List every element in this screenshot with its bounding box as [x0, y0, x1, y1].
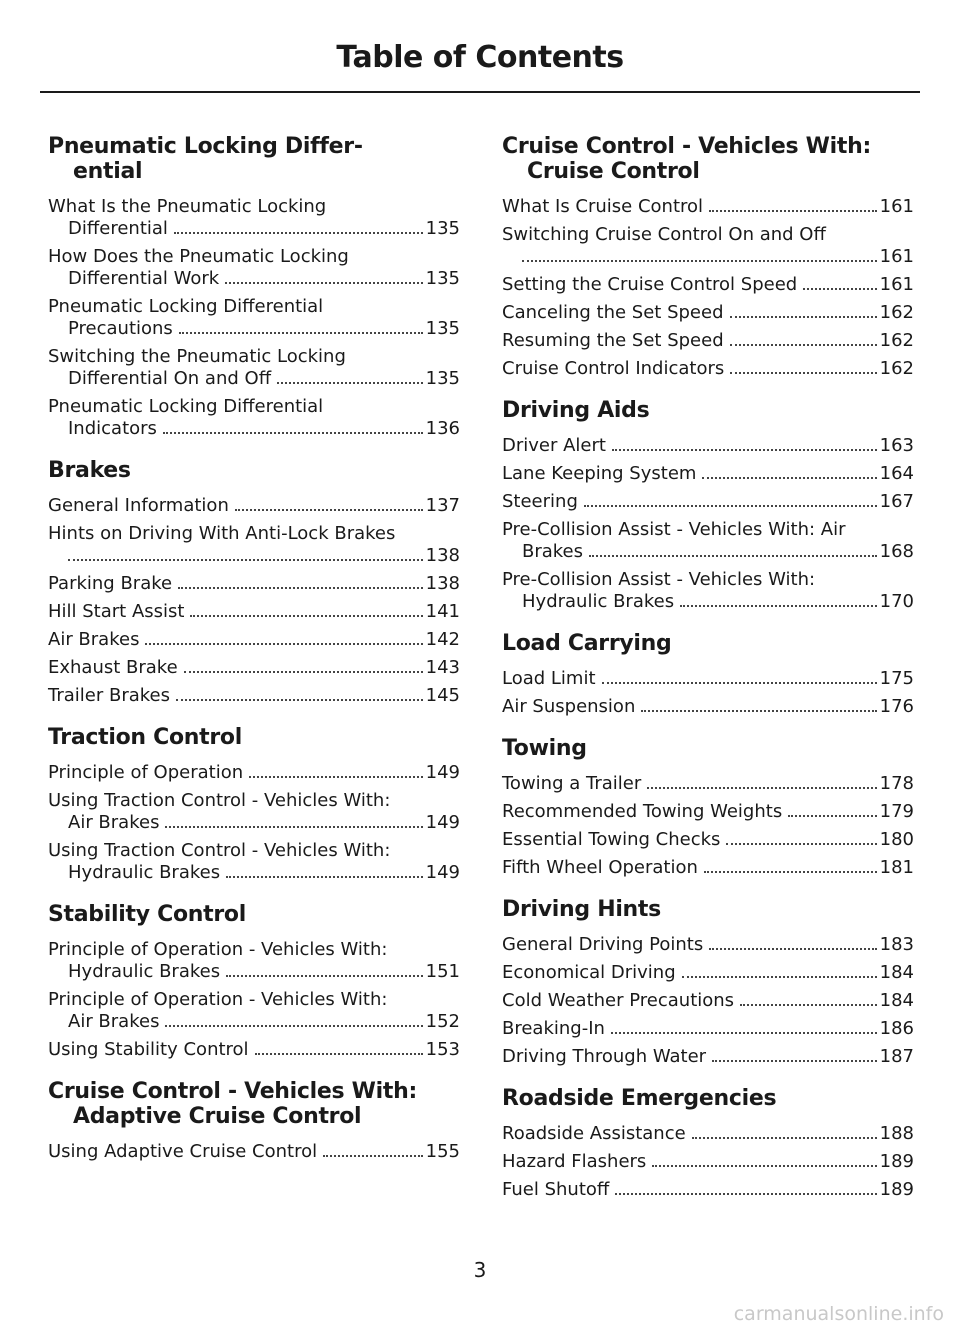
- dot-leader: [788, 815, 876, 817]
- entry-title: Pneumatic Locking Differential: [48, 296, 324, 317]
- toc-entry-link[interactable]: [48, 196, 460, 240]
- toc-entry-link[interactable]: [48, 601, 460, 623]
- toc-entry-link[interactable]: [48, 523, 460, 567]
- toc-entry-link[interactable]: [48, 573, 460, 595]
- entry-row: [502, 1018, 914, 1040]
- toc-entry-link[interactable]: [502, 801, 914, 823]
- entry-row: [502, 857, 914, 879]
- entry-title: Pre-Collision Assist - Vehicles With: Air: [502, 519, 846, 540]
- toc-entry-link[interactable]: [502, 962, 914, 984]
- entry-title: Recommended Towing Weights: [502, 801, 783, 822]
- dot-leader: [602, 682, 877, 684]
- toc-section: [48, 1079, 460, 1163]
- section-heading-line: Stability Control: [48, 902, 246, 927]
- toc-entry-link[interactable]: [502, 519, 914, 563]
- dot-leader: [226, 975, 423, 977]
- entry-row: [502, 1046, 914, 1068]
- page-number-ref: 135: [425, 368, 460, 389]
- page-number-ref: 176: [879, 696, 914, 717]
- entry-title: General Information: [48, 495, 229, 516]
- entry-title: Setting the Cruise Control Speed: [502, 274, 798, 295]
- dot-leader: [145, 643, 422, 645]
- section-heading-line: ential: [73, 159, 143, 184]
- toc-entry-link[interactable]: [48, 939, 460, 983]
- section-heading: [502, 134, 914, 184]
- page-number-ref: 143: [425, 657, 460, 678]
- entry-title-cont: Hydraulic Brakes: [68, 961, 221, 982]
- page-number-ref: 181: [879, 857, 914, 878]
- toc-entry-link[interactable]: [48, 346, 460, 390]
- section-heading: [48, 725, 460, 750]
- dot-leader: [184, 671, 423, 673]
- entry-row: [502, 541, 914, 563]
- toc-section: [502, 897, 914, 1068]
- toc-entry-link[interactable]: [502, 773, 914, 795]
- dot-leader: [709, 948, 876, 950]
- entry-row: [48, 961, 460, 983]
- entry-title-cont: Air Brakes: [68, 1011, 160, 1032]
- page-number-ref: 184: [879, 990, 914, 1011]
- dot-leader: [589, 555, 877, 557]
- toc-entry-link[interactable]: [48, 1039, 460, 1061]
- toc-entry-link[interactable]: [502, 1018, 914, 1040]
- toc-entry-link[interactable]: [48, 1141, 460, 1163]
- toc-entry-link[interactable]: [502, 302, 914, 324]
- entry-title: Switching the Pneumatic Locking: [48, 346, 346, 367]
- page-number-ref: 135: [425, 268, 460, 289]
- toc-entry-link[interactable]: [502, 696, 914, 718]
- page-number: 3: [473, 1258, 487, 1282]
- section-heading-line: Adaptive Cruise Control: [73, 1104, 362, 1129]
- entry-row: [502, 591, 914, 613]
- dot-leader: [712, 1060, 877, 1062]
- toc-entry-link[interactable]: [48, 790, 460, 834]
- entry-title: Trailer Brakes: [48, 685, 170, 706]
- page-number-ref: 137: [425, 495, 460, 516]
- entry-title: How Does the Pneumatic Locking: [48, 246, 349, 267]
- entry-title: Hill Start Assist: [48, 601, 185, 622]
- entry-title: Resuming the Set Speed: [502, 330, 724, 351]
- dot-leader: [178, 587, 423, 589]
- page-number-ref: 162: [879, 330, 914, 351]
- toc-entry-link[interactable]: [502, 196, 914, 218]
- entry-row: [48, 218, 460, 240]
- dot-leader: [165, 826, 422, 828]
- entry-row: [48, 318, 460, 340]
- entry-row: [502, 246, 914, 268]
- entry-title: Canceling the Set Speed: [502, 302, 724, 323]
- dot-leader: [190, 615, 422, 617]
- entry-row: [502, 962, 914, 984]
- toc-entry-link[interactable]: [502, 463, 914, 485]
- page-number-ref: 149: [425, 762, 460, 783]
- entry-row: [48, 685, 460, 707]
- dot-leader: [174, 232, 423, 234]
- dot-leader: [726, 843, 876, 845]
- dot-leader: [163, 432, 423, 434]
- dot-leader: [680, 605, 877, 607]
- entry-row: [48, 268, 460, 290]
- entry-row: [48, 1011, 460, 1033]
- dot-leader: [730, 316, 877, 318]
- toc-entry-link[interactable]: [48, 495, 460, 517]
- section-heading-line: Towing: [502, 736, 587, 761]
- entry-title: General Driving Points: [502, 934, 704, 955]
- toc-entry-link[interactable]: [502, 1123, 914, 1145]
- toc-section: [502, 1086, 914, 1201]
- toc-entry-link[interactable]: [48, 246, 460, 290]
- entry-title: Breaking-In: [502, 1018, 605, 1039]
- dot-leader: [612, 449, 877, 451]
- toc-section: [48, 134, 460, 440]
- page-number-ref: 153: [425, 1039, 460, 1060]
- toc-column-left: [48, 134, 460, 1181]
- entry-title: Using Stability Control: [48, 1039, 249, 1060]
- page-number-ref: 161: [879, 274, 914, 295]
- entry-title: Towing a Trailer: [502, 773, 642, 794]
- dot-leader: [277, 382, 423, 384]
- page-number-ref: 152: [425, 1011, 460, 1032]
- dot-leader: [235, 509, 423, 511]
- dot-leader: [225, 282, 422, 284]
- entry-row: [502, 1123, 914, 1145]
- page-number-ref: 135: [425, 318, 460, 339]
- page-number-ref: 178: [879, 773, 914, 794]
- dot-leader: [803, 288, 876, 290]
- toc-entry-link[interactable]: [502, 934, 914, 956]
- entry-title: Fifth Wheel Operation: [502, 857, 698, 878]
- entry-title: Using Traction Control - Vehicles With:: [48, 840, 391, 861]
- entry-title: Pneumatic Locking Differential: [48, 396, 324, 417]
- section-heading-line: Cruise Control - Vehicles With:: [502, 134, 871, 159]
- entry-row: [48, 601, 460, 623]
- entry-row: [502, 990, 914, 1012]
- page-number-ref: 162: [879, 302, 914, 323]
- section-heading-line: Cruise Control: [527, 159, 700, 184]
- page-number-ref: 155: [425, 1141, 460, 1162]
- entry-title: Hints on Driving With Anti-Lock Brakes: [48, 523, 396, 544]
- section-heading-line: Driving Aids: [502, 398, 650, 423]
- page-title: Table of Contents: [336, 40, 624, 75]
- entry-row: [502, 463, 914, 485]
- entry-row: [48, 629, 460, 651]
- dot-leader: [682, 976, 877, 978]
- entry-row: [502, 435, 914, 457]
- toc-section: [502, 736, 914, 879]
- page-number-ref: 175: [879, 668, 914, 689]
- section-heading: [502, 736, 914, 761]
- entry-title-cont: Differential Work: [68, 268, 220, 289]
- entry-row: [502, 1151, 914, 1173]
- entry-title: Hazard Flashers: [502, 1151, 647, 1172]
- entry-title: Load Limit: [502, 668, 596, 689]
- entry-row: [502, 829, 914, 851]
- toc-entry-link[interactable]: [502, 491, 914, 513]
- entry-title: Cold Weather Precautions: [502, 990, 735, 1011]
- toc-entry-link[interactable]: [48, 762, 460, 784]
- watermark-text: carmanualsonline.info: [733, 1303, 944, 1325]
- toc-entry-link[interactable]: [48, 396, 460, 440]
- page-number-ref: 149: [425, 812, 460, 833]
- page-number-ref: 136: [425, 418, 460, 439]
- toc-entry-link[interactable]: [502, 435, 914, 457]
- toc-section: [502, 134, 914, 380]
- entry-title-cont: Precautions: [68, 318, 173, 339]
- page-number-ref: 138: [425, 573, 460, 594]
- toc-entry-link[interactable]: [502, 330, 914, 352]
- dot-leader: [179, 332, 423, 334]
- page-number-ref: 184: [879, 962, 914, 983]
- entry-title: Principle of Operation - Vehicles With:: [48, 989, 388, 1010]
- dot-leader: [730, 344, 877, 346]
- entry-row: [48, 495, 460, 517]
- toc-section: [48, 458, 460, 707]
- entry-title-cont: Hydraulic Brakes: [522, 591, 675, 612]
- entry-row: [48, 418, 460, 440]
- entry-row: [502, 330, 914, 352]
- section-heading: [48, 1079, 460, 1129]
- toc-entry-link[interactable]: [502, 990, 914, 1012]
- page-number-ref: 162: [879, 358, 914, 379]
- entry-title: Air Suspension: [502, 696, 636, 717]
- dot-leader: [249, 776, 423, 778]
- page-number-ref: 161: [879, 246, 914, 267]
- entry-title-cont: Indicators: [68, 418, 157, 439]
- entry-title: Using Adaptive Cruise Control: [48, 1141, 318, 1162]
- page-number-ref: 151: [425, 961, 460, 982]
- dot-leader: [226, 876, 423, 878]
- page-number-ref: 167: [879, 491, 914, 512]
- page-number-ref: 163: [879, 435, 914, 456]
- section-heading: [502, 398, 914, 423]
- entry-row: [48, 545, 460, 567]
- entry-row: [502, 302, 914, 324]
- page-number-ref: 189: [879, 1151, 914, 1172]
- entry-row: [502, 668, 914, 690]
- dot-leader: [704, 871, 877, 873]
- entry-title: What Is the Pneumatic Locking: [48, 196, 327, 217]
- page-number-ref: 170: [879, 591, 914, 612]
- entry-title: Air Brakes: [48, 629, 140, 650]
- page-number-ref: 149: [425, 862, 460, 883]
- entry-row: [502, 358, 914, 380]
- toc-entry-link[interactable]: [502, 857, 914, 879]
- entry-title: Parking Brake: [48, 573, 173, 594]
- toc-section: [502, 631, 914, 718]
- dot-leader: [692, 1137, 877, 1139]
- entry-row: [48, 368, 460, 390]
- dot-leader: [68, 559, 423, 561]
- page-number-ref: 186: [879, 1018, 914, 1039]
- page-number-ref: 164: [879, 463, 914, 484]
- entry-row: [502, 773, 914, 795]
- toc-entry-link[interactable]: [48, 989, 460, 1033]
- page-number-ref: 188: [879, 1123, 914, 1144]
- entry-row: [502, 491, 914, 513]
- entry-title: Roadside Assistance: [502, 1123, 686, 1144]
- section-heading-line: Pneumatic Locking Differ-: [48, 134, 363, 159]
- toc-entry-link[interactable]: [502, 274, 914, 296]
- entry-row: [502, 934, 914, 956]
- toc-entry-link[interactable]: [502, 829, 914, 851]
- dot-leader: [611, 1032, 877, 1034]
- section-heading-line: Brakes: [48, 458, 131, 483]
- toc-entry-link[interactable]: [48, 840, 460, 884]
- entry-title: Driver Alert: [502, 435, 606, 456]
- entry-title: Essential Towing Checks: [502, 829, 721, 850]
- page-number-ref: 189: [879, 1179, 914, 1200]
- toc-entry-link[interactable]: [48, 629, 460, 651]
- entry-row: [502, 1179, 914, 1201]
- dot-leader: [730, 372, 876, 374]
- page-number-ref: 161: [879, 196, 914, 217]
- entry-title: Fuel Shutoff: [502, 1179, 610, 1200]
- entry-title-cont: Differential On and Off: [68, 368, 272, 389]
- entry-title: Economical Driving: [502, 962, 676, 983]
- page-number-ref: 145: [425, 685, 460, 706]
- entry-row: [48, 862, 460, 884]
- page-number-ref: 142: [425, 629, 460, 650]
- page-number-ref: 168: [879, 541, 914, 562]
- section-heading-line: Roadside Emergencies: [502, 1086, 777, 1111]
- entry-title: Driving Through Water: [502, 1046, 707, 1067]
- toc-section: [48, 725, 460, 884]
- entry-title: Cruise Control Indicators: [502, 358, 725, 379]
- entry-title-cont: Air Brakes: [68, 812, 160, 833]
- entry-title: Principle of Operation - Vehicles With:: [48, 939, 388, 960]
- toc-entry-link[interactable]: [48, 685, 460, 707]
- toc-entry-link[interactable]: [48, 296, 460, 340]
- toc-entry-link[interactable]: [502, 358, 914, 380]
- dot-leader: [740, 1004, 877, 1006]
- entry-row: [48, 657, 460, 679]
- section-heading: [48, 902, 460, 927]
- entry-title: What Is Cruise Control: [502, 196, 704, 217]
- section-heading-line: Driving Hints: [502, 897, 661, 922]
- toc-entry-link[interactable]: [502, 224, 914, 268]
- toc-entry-link[interactable]: [502, 569, 914, 613]
- header-divider: [40, 91, 920, 93]
- dot-leader: [323, 1155, 423, 1157]
- toc-entry-link[interactable]: [502, 668, 914, 690]
- section-heading: [48, 458, 460, 483]
- section-heading-line: Load Carrying: [502, 631, 672, 656]
- dot-leader: [165, 1025, 422, 1027]
- entry-title-cont: Brakes: [522, 541, 584, 562]
- dot-leader: [584, 505, 877, 507]
- section-heading: [502, 631, 914, 656]
- page-number-ref: 138: [425, 545, 460, 566]
- entry-row: [48, 573, 460, 595]
- entry-title: Using Traction Control - Vehicles With:: [48, 790, 391, 811]
- toc-entry-link[interactable]: [502, 1151, 914, 1173]
- section-heading: [502, 1086, 914, 1111]
- dot-leader: [647, 787, 876, 789]
- toc-column-right: [502, 134, 914, 1219]
- entry-title: Exhaust Brake: [48, 657, 178, 678]
- page-number-ref: 179: [879, 801, 914, 822]
- page-number-ref: 141: [425, 601, 460, 622]
- toc-entry-link[interactable]: [502, 1179, 914, 1201]
- entry-row: [502, 196, 914, 218]
- dot-leader: [522, 260, 877, 262]
- page-number-ref: 183: [879, 934, 914, 955]
- section-heading-line: Cruise Control - Vehicles With:: [48, 1079, 417, 1104]
- entry-title: Switching Cruise Control On and Off: [502, 224, 826, 245]
- entry-row: [502, 696, 914, 718]
- entry-row: [502, 801, 914, 823]
- page-number-ref: 135: [425, 218, 460, 239]
- entry-row: [48, 812, 460, 834]
- dot-leader: [176, 699, 423, 701]
- entry-title: Steering: [502, 491, 578, 512]
- section-heading: [502, 897, 914, 922]
- toc-section: [502, 398, 914, 613]
- entry-title-cont: Differential: [68, 218, 168, 239]
- entry-row: [502, 274, 914, 296]
- entry-title: Principle of Operation: [48, 762, 244, 783]
- entry-title: Lane Keeping System: [502, 463, 697, 484]
- entry-row: [48, 1039, 460, 1061]
- entry-title: Pre-Collision Assist - Vehicles With:: [502, 569, 816, 590]
- dot-leader: [709, 210, 877, 212]
- dot-leader: [702, 477, 876, 479]
- toc-entry-link[interactable]: [48, 657, 460, 679]
- dot-leader: [255, 1053, 423, 1055]
- dot-leader: [615, 1193, 876, 1195]
- section-heading: [48, 134, 460, 184]
- toc-entry-link[interactable]: [502, 1046, 914, 1068]
- entry-row: [48, 762, 460, 784]
- entry-title-cont: Hydraulic Brakes: [68, 862, 221, 883]
- entry-row: [48, 1141, 460, 1163]
- section-heading-line: Traction Control: [48, 725, 242, 750]
- dot-leader: [652, 1165, 876, 1167]
- toc-section: [48, 902, 460, 1061]
- page-number-ref: 180: [879, 829, 914, 850]
- dot-leader: [641, 710, 876, 712]
- page-number-ref: 187: [879, 1046, 914, 1067]
